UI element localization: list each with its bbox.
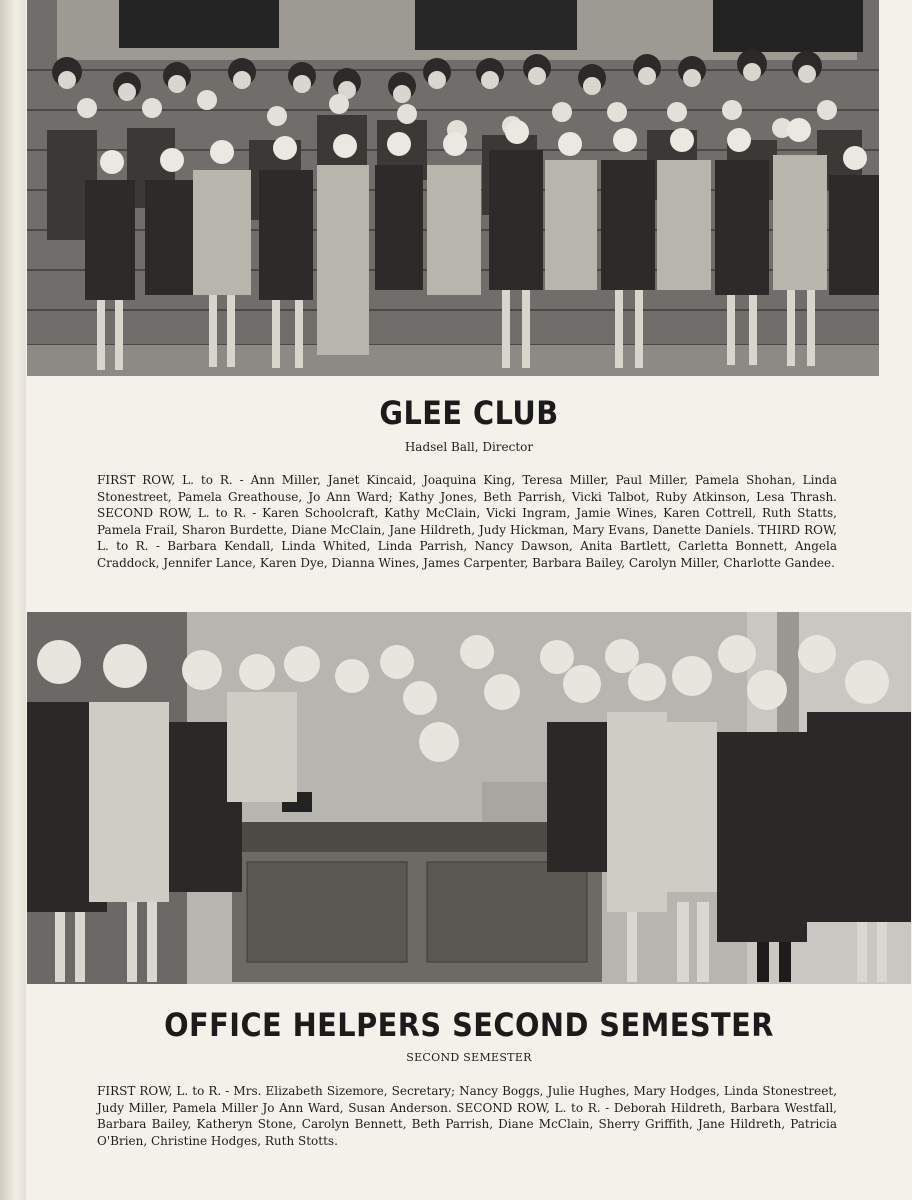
office-helpers-caption: FIRST ROW, L. to R. - Mrs. Elizabeth Sizemore, Secretary; Nancy Boggs, Julie Hughes, Mary Hodges, Linda Stonestreet, Judy Miller, Pamela Miller Jo Ann Ward, Susan Anderson. SECOND ROW, L. to R. - Deborah Hildreth, Barbara Westfall, Barbara Bailey, Katheryn Stone, Carolyn Bennett, Beth Parrish, Diane McClain, Sherry Griffith, Jane Hildreth, Patricia O'Brien, Christine Hodges, Ruth Stotts. [97, 1084, 837, 1148]
office-helpers-subtitle: SECOND SEMESTER [406, 1051, 532, 1064]
glee-club-title: GLEE CLUB [379, 394, 559, 432]
book-binding [0, 0, 27, 1200]
office-helpers-title: OFFICE HELPERS SECOND SEMESTER [164, 1006, 774, 1044]
glee-club-photo-graphic [27, 0, 879, 376]
glee-club-caption: FIRST ROW, L. to R. - Ann Miller, Janet Kincaid, Joaquina King, Teresa Miller, Paul Miller, Pamela Shohan, Linda Stonestreet, Pamela Greathouse, Jo Ann Ward; Kathy Jones, Beth Parrish, Vicki Talbot, Ruby Atkinson, Lesa Thrash. SECOND ROW, L. to R. - Karen Schoolcraft, Kathy McClain, Vicki Ingram, Jamie Wines, Karen Cottrell, Ruth Statts, Pamela Frail, Sharon Burdette, Diane McClain, Jane Hildreth, Judy Hickman, Mary Evans, Danette Daniels. THIRD ROW, L. to R. - Barbara Kendall, Linda Whited, Linda Parrish, Nancy Dawson, Anita Bartlett, Carletta Bonnett, Angela Craddock, Jennifer Lance, Karen Dye, Dianna Wines, James Carpenter, Barbara Bailey, Carolyn Miller, Charlotte Gandee. [97, 473, 837, 570]
office-helpers-photo [27, 612, 911, 984]
office-helpers-photo-graphic [27, 612, 911, 984]
glee-club-photo [27, 0, 879, 376]
glee-club-director: Hadsel Ball, Director [404, 440, 534, 454]
